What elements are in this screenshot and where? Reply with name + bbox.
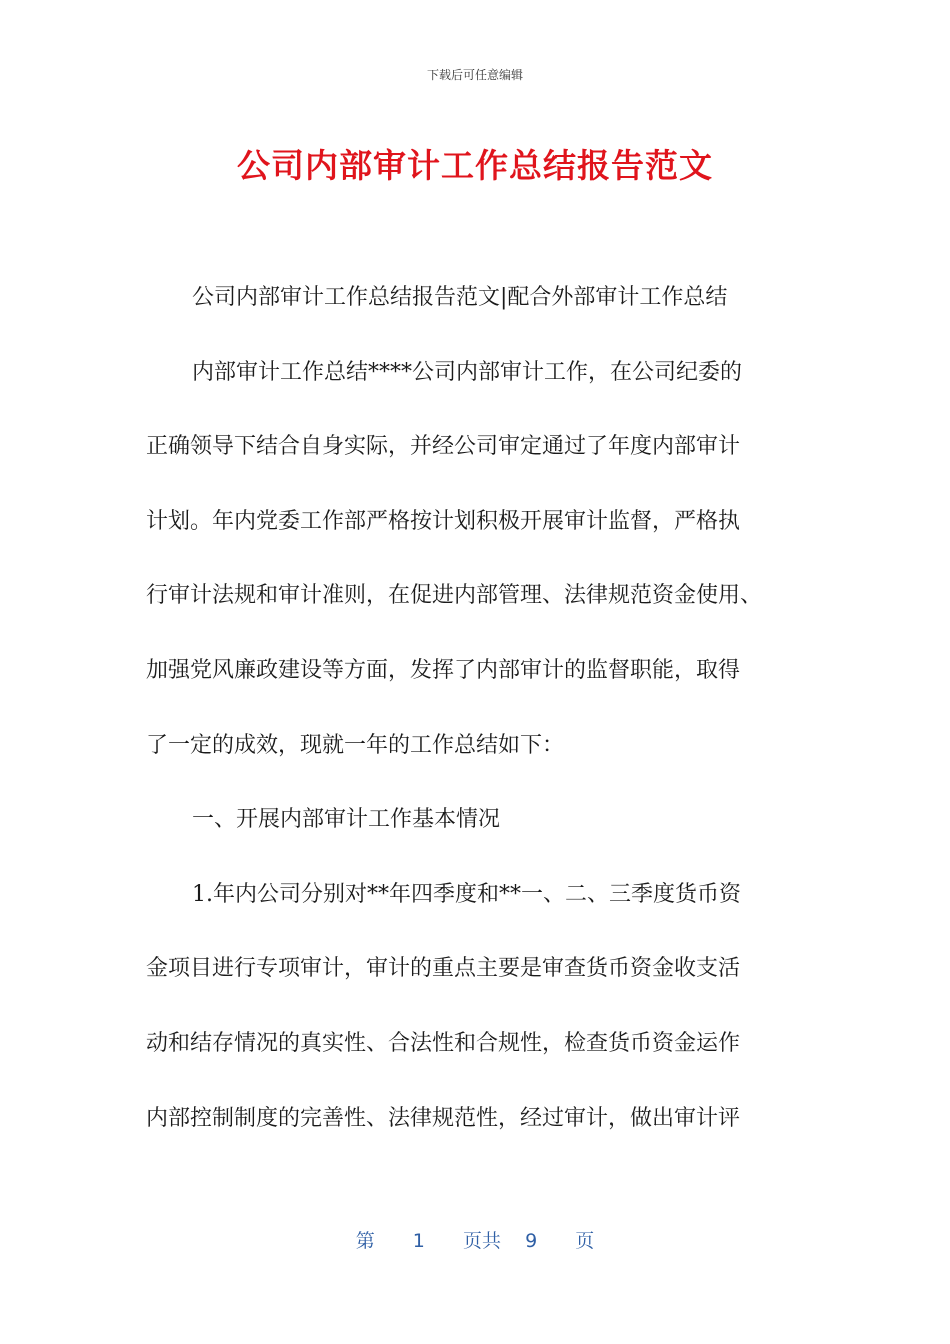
- paragraph-line: 加强党风廉政建设等方面，发挥了内部审计的监督职能，取得: [146, 657, 741, 683]
- header-note: 下载后可任意编辑: [426, 68, 523, 82]
- paragraph-line: 正确领导下结合自身实际，并经公司审定通过了年度内部审计: [146, 434, 741, 460]
- paragraph-line: 计划。年内党委工作部严格按计划积极开展审计监督，严格执: [146, 508, 741, 534]
- paragraph-line: 内部控制制度的完善性、法律规范性，经过审计，做出审计评: [146, 1105, 741, 1131]
- section-heading: 一、开展内部审计工作基本情况: [192, 807, 501, 833]
- paragraph-line: 动和结存情况的真实性、合法性和合规性，检查货币资金运作: [146, 1030, 741, 1056]
- page-label-mid: 页共: [462, 1230, 501, 1252]
- paragraph-line: 内部审计工作总结****公司内部审计工作，在公司纪委的: [192, 359, 743, 385]
- paragraph-line: 了一定的成效，现就一年的工作总结如下：: [146, 732, 565, 758]
- page-label-prefix: 第: [355, 1230, 375, 1252]
- paragraph-line: 行审计法规和审计准则，在促进内部管理、法律规范资金使用、: [146, 583, 763, 609]
- document-title: 公司内部审计工作总结报告范文: [237, 146, 713, 185]
- page-label-suffix: 页: [575, 1230, 595, 1252]
- page-footer: [0, 1226, 950, 1253]
- paragraph-line: 金项目进行专项审计，审计的重点主要是审查货币资金收支活: [146, 956, 741, 982]
- paragraph-line: 公司内部审计工作总结报告范文|配合外部审计工作总结: [192, 285, 728, 310]
- total-pages-number: 9: [525, 1230, 538, 1252]
- paragraph-line: 1.年内公司分别对**年四季度和**一、二、三季度货币资: [192, 881, 741, 907]
- current-page-number: 1: [412, 1230, 425, 1252]
- document-body: [146, 261, 806, 1156]
